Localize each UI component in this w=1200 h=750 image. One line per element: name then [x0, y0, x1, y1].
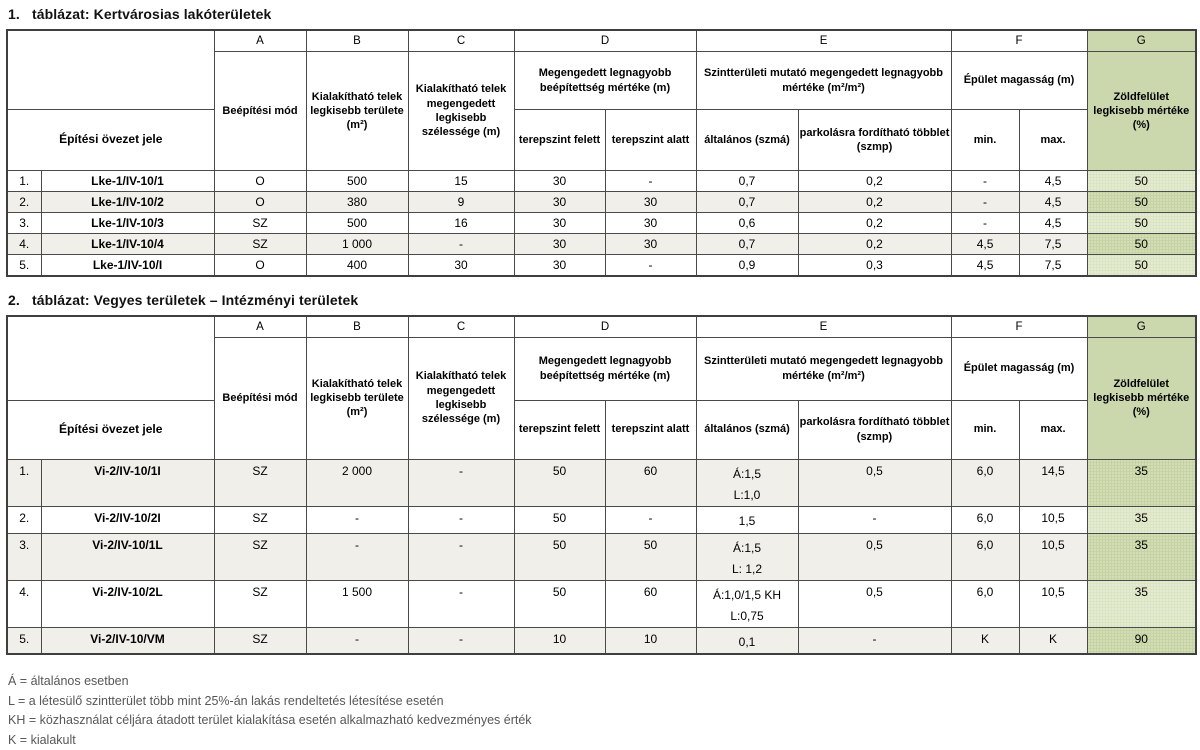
- zone-name: Vi-2/IV-10/1I: [41, 459, 214, 506]
- zone-name: Vi-2/IV-10/1L: [41, 533, 214, 580]
- cell-terepszint-felett: 50: [514, 506, 605, 533]
- cell-zoldfelulet: 50: [1087, 171, 1196, 192]
- zone-name: Lke-1/IV-10/4: [41, 234, 214, 255]
- cell-zoldfelulet: 35: [1087, 459, 1196, 506]
- cell-beepitesi-mod: O: [214, 171, 306, 192]
- cell-magassag-min: -: [951, 171, 1019, 192]
- cell-zoldfelulet: 50: [1087, 255, 1196, 276]
- szma-line1: 1,5: [697, 511, 798, 532]
- cell-szma: [696, 459, 798, 506]
- row-number: 1.: [7, 459, 41, 506]
- subheader-szmp: parkolásra fordítható többlet (szmp): [798, 110, 951, 171]
- row-number: 5.: [7, 627, 41, 654]
- cell-telek-szelesseg: -: [408, 234, 514, 255]
- cell-beepitesi-mod: SZ: [214, 213, 306, 234]
- cell-telek-terulet: 1 000: [306, 234, 408, 255]
- cell-terepszint-alatt: -: [605, 255, 696, 276]
- col-letter-f: F: [951, 316, 1087, 338]
- cell-szmp: 0,2: [798, 171, 951, 192]
- cell-magassag-max: K: [1019, 627, 1087, 654]
- cell-magassag-max: 10,5: [1019, 580, 1087, 627]
- zone-code-cell: Vi: [7, 316, 214, 401]
- cell-magassag-max: 4,5: [1019, 171, 1087, 192]
- cell-szmp: 0,2: [798, 234, 951, 255]
- cell-terepszint-felett: 50: [514, 533, 605, 580]
- cell-terepszint-alatt: 30: [605, 234, 696, 255]
- zoning-table-vi: [6, 315, 1197, 656]
- header-ovezet-jele: Építési övezet jele: [7, 400, 214, 459]
- cell-zoldfelulet: 35: [1087, 580, 1196, 627]
- cell-zoldfelulet: 35: [1087, 506, 1196, 533]
- col-letter-d: D: [514, 316, 696, 338]
- zone-name: Vi-2/IV-10/2I: [41, 506, 214, 533]
- cell-terepszint-alatt: -: [605, 506, 696, 533]
- table-1-title-number: 1.: [8, 6, 32, 22]
- col-letter-b: B: [306, 316, 408, 338]
- table-row: [7, 171, 1196, 192]
- cell-beepitesi-mod: SZ: [214, 580, 306, 627]
- cell-telek-szelesseg: -: [408, 533, 514, 580]
- col-letter-a: A: [214, 316, 306, 338]
- cell-szmp: 0,2: [798, 213, 951, 234]
- cell-terepszint-felett: 30: [514, 192, 605, 213]
- szma-line1: Á:1,0/1,5 KH: [697, 585, 798, 606]
- header-telek-szelesseg: Kialakítható telek megengedett legkisebb szélessége (m): [408, 337, 514, 459]
- cell-zoldfelulet: 50: [1087, 213, 1196, 234]
- zoning-table-lke: [6, 29, 1197, 277]
- cell-szma: [696, 506, 798, 533]
- cell-magassag-max: 4,5: [1019, 213, 1087, 234]
- cell-terepszint-alatt: 60: [605, 580, 696, 627]
- header-zoldfelulet: Zöldfelület legkisebb mértéke (%): [1087, 52, 1196, 171]
- cell-terepszint-alatt: 50: [605, 533, 696, 580]
- subheader-terepszint-alatt: terepszint alatt: [605, 400, 696, 459]
- cell-szma: [696, 192, 798, 213]
- zone-name: Lke-1/IV-10/2: [41, 192, 214, 213]
- header-zoldfelulet: Zöldfelület legkisebb mértéke (%): [1087, 337, 1196, 459]
- col-letter-e: E: [696, 316, 951, 338]
- sub-header-row: [7, 400, 1196, 459]
- szma-line2: L:1,0: [697, 485, 798, 506]
- subheader-min: min.: [951, 110, 1019, 171]
- table-row: [7, 533, 1196, 580]
- col-letter-a: A: [214, 30, 306, 52]
- table-block-vi: [6, 292, 1200, 656]
- header-epulet-magassag: Épület magasság (m): [951, 337, 1087, 400]
- cell-telek-szelesseg: 16: [408, 213, 514, 234]
- row-number: 3.: [7, 533, 41, 580]
- cell-szmp: -: [798, 627, 951, 654]
- footnote-kh: KH = közhasználat céljára átadott terület kialakítása esetén alkalmazható kedvezményes érték: [8, 711, 1200, 731]
- szma-line1: 0,7: [697, 195, 798, 209]
- cell-terepszint-alatt: 60: [605, 459, 696, 506]
- cell-telek-szelesseg: -: [408, 506, 514, 533]
- row-number: 1.: [7, 171, 41, 192]
- cell-beepitesi-mod: SZ: [214, 234, 306, 255]
- cell-szmp: 0,5: [798, 580, 951, 627]
- header-szintteruleti-mutato: Szintterületi mutató megengedett legnagyobb mértéke (m²/m²): [696, 52, 951, 110]
- cell-beepitesi-mod: O: [214, 192, 306, 213]
- header-telek-terulet: Kialakítható telek legkisebb területe (m²): [306, 52, 408, 171]
- szma-line1: 0,1: [697, 632, 798, 653]
- column-letter-row: [7, 30, 1196, 52]
- subheader-terepszint-felett: terepszint felett: [514, 400, 605, 459]
- table-row: [7, 627, 1196, 654]
- subheader-terepszint-alatt: terepszint alatt: [605, 110, 696, 171]
- cell-zoldfelulet: 50: [1087, 192, 1196, 213]
- cell-beepitesi-mod: SZ: [214, 459, 306, 506]
- cell-szma: [696, 255, 798, 276]
- szma-line1: 0,9: [697, 258, 798, 272]
- table-row: [7, 506, 1196, 533]
- subheader-szmp: parkolásra fordítható többlet (szmp): [798, 400, 951, 459]
- header-telek-szelesseg: Kialakítható telek megengedett legkisebb szélessége (m): [408, 52, 514, 171]
- zone-name: Lke-1/IV-10/1: [41, 171, 214, 192]
- sub-header-row: [7, 110, 1196, 171]
- table-1-title-text: táblázat: Kertvárosias lakóterületek: [32, 6, 271, 22]
- cell-beepitesi-mod: SZ: [214, 627, 306, 654]
- cell-szmp: 0,5: [798, 533, 951, 580]
- table-2-title-number: 2.: [8, 292, 32, 308]
- zone-name: Vi-2/IV-10/2L: [41, 580, 214, 627]
- cell-terepszint-alatt: 30: [605, 213, 696, 234]
- cell-zoldfelulet: 35: [1087, 533, 1196, 580]
- footnote-a: Á = általános esetben: [8, 672, 1200, 692]
- cell-telek-szelesseg: 30: [408, 255, 514, 276]
- cell-magassag-max: 14,5: [1019, 459, 1087, 506]
- cell-szmp: 0,5: [798, 459, 951, 506]
- cell-terepszint-felett: 30: [514, 213, 605, 234]
- cell-telek-terulet: -: [306, 533, 408, 580]
- header-telek-terulet: Kialakítható telek legkisebb területe (m²): [306, 337, 408, 459]
- header-beepitesi-mod: Beépítési mód: [214, 337, 306, 459]
- cell-telek-szelesseg: -: [408, 627, 514, 654]
- table-block-lke: [6, 6, 1200, 277]
- cell-telek-terulet: -: [306, 506, 408, 533]
- cell-szmp: 0,2: [798, 192, 951, 213]
- row-number: 5.: [7, 255, 41, 276]
- szma-line1: 0,7: [697, 237, 798, 251]
- col-letter-c: C: [408, 30, 514, 52]
- header-beepitettseg: Megengedett legnagyobb beépítettség mértéke (m): [514, 52, 696, 110]
- subheader-terepszint-felett: terepszint felett: [514, 110, 605, 171]
- cell-szma: [696, 234, 798, 255]
- cell-magassag-min: -: [951, 213, 1019, 234]
- cell-terepszint-felett: 30: [514, 255, 605, 276]
- cell-szma: [696, 213, 798, 234]
- subheader-szma: általános (szmá): [696, 400, 798, 459]
- column-letter-row: [7, 316, 1196, 338]
- row-number: 2.: [7, 506, 41, 533]
- row-number: 3.: [7, 213, 41, 234]
- subheader-max: max.: [1019, 110, 1087, 171]
- cell-szma: [696, 627, 798, 654]
- szma-line1: 0,7: [697, 174, 798, 188]
- cell-terepszint-felett: 50: [514, 459, 605, 506]
- cell-telek-terulet: 500: [306, 213, 408, 234]
- cell-beepitesi-mod: SZ: [214, 506, 306, 533]
- table-row: [7, 192, 1196, 213]
- table-1-title: [8, 6, 1200, 22]
- cell-szmp: -: [798, 506, 951, 533]
- table-row: [7, 459, 1196, 506]
- zone-name: Vi-2/IV-10/VM: [41, 627, 214, 654]
- footnote-l: L = a létesülő szintterület több mint 25%-án lakás rendeltetés létesítése esetén: [8, 692, 1200, 712]
- subheader-min: min.: [951, 400, 1019, 459]
- cell-telek-terulet: 380: [306, 192, 408, 213]
- table-1-body: [7, 171, 1196, 276]
- cell-szma: [696, 533, 798, 580]
- szma-line1: Á:1,5: [697, 464, 798, 485]
- col-letter-f: F: [951, 30, 1087, 52]
- cell-magassag-max: 7,5: [1019, 234, 1087, 255]
- cell-telek-terulet: 400: [306, 255, 408, 276]
- cell-magassag-min: 4,5: [951, 255, 1019, 276]
- table-2-title-text: táblázat: Vegyes területek – Intézményi területek: [32, 292, 358, 308]
- table-row: [7, 255, 1196, 276]
- cell-magassag-max: 10,5: [1019, 533, 1087, 580]
- col-letter-e: E: [696, 30, 951, 52]
- cell-zoldfelulet: 90: [1087, 627, 1196, 654]
- cell-beepitesi-mod: SZ: [214, 533, 306, 580]
- cell-magassag-min: K: [951, 627, 1019, 654]
- table-row: [7, 234, 1196, 255]
- col-letter-g: G: [1087, 316, 1196, 338]
- szma-line1: 0,6: [697, 216, 798, 230]
- cell-magassag-max: 10,5: [1019, 506, 1087, 533]
- legend-footnotes: [8, 672, 1200, 750]
- col-letter-d: D: [514, 30, 696, 52]
- cell-magassag-min: 6,0: [951, 533, 1019, 580]
- row-number: 4.: [7, 580, 41, 627]
- col-letter-c: C: [408, 316, 514, 338]
- cell-terepszint-felett: 50: [514, 580, 605, 627]
- cell-magassag-max: 7,5: [1019, 255, 1087, 276]
- table-2-title: [8, 292, 1200, 308]
- cell-szma: [696, 580, 798, 627]
- cell-magassag-min: -: [951, 192, 1019, 213]
- cell-terepszint-felett: 30: [514, 234, 605, 255]
- cell-terepszint-felett: 10: [514, 627, 605, 654]
- szma-line2: L:0,75: [697, 606, 798, 627]
- zone-name: Lke-1/IV-10/I: [41, 255, 214, 276]
- cell-telek-szelesseg: 9: [408, 192, 514, 213]
- szma-line2: L: 1,2: [697, 559, 798, 580]
- cell-terepszint-alatt: 30: [605, 192, 696, 213]
- footnote-k: K = kialakult: [8, 731, 1200, 750]
- cell-telek-terulet: -: [306, 627, 408, 654]
- header-szintteruleti-mutato: Szintterületi mutató megengedett legnagyobb mértéke (m²/m²): [696, 337, 951, 400]
- table-2-body: [7, 459, 1196, 654]
- col-letter-g: G: [1087, 30, 1196, 52]
- cell-telek-szelesseg: -: [408, 580, 514, 627]
- cell-zoldfelulet: 50: [1087, 234, 1196, 255]
- cell-szmp: 0,3: [798, 255, 951, 276]
- zone-name: Lke-1/IV-10/3: [41, 213, 214, 234]
- row-number: 4.: [7, 234, 41, 255]
- cell-magassag-max: 4,5: [1019, 192, 1087, 213]
- cell-magassag-min: 4,5: [951, 234, 1019, 255]
- table-row: [7, 580, 1196, 627]
- header-beepitesi-mod: Beépítési mód: [214, 52, 306, 171]
- cell-telek-terulet: 2 000: [306, 459, 408, 506]
- cell-telek-terulet: 1 500: [306, 580, 408, 627]
- cell-telek-terulet: 500: [306, 171, 408, 192]
- header-beepitettseg: Megengedett legnagyobb beépítettség mértéke (m): [514, 337, 696, 400]
- cell-terepszint-alatt: 10: [605, 627, 696, 654]
- subheader-szma: általános (szmá): [696, 110, 798, 171]
- col-letter-b: B: [306, 30, 408, 52]
- header-ovezet-jele: Építési övezet jele: [7, 110, 214, 171]
- table-row: [7, 213, 1196, 234]
- szma-line1: Á:1,5: [697, 538, 798, 559]
- cell-magassag-min: 6,0: [951, 580, 1019, 627]
- cell-telek-szelesseg: -: [408, 459, 514, 506]
- cell-terepszint-felett: 30: [514, 171, 605, 192]
- cell-telek-szelesseg: 15: [408, 171, 514, 192]
- zone-code-cell: Lke: [7, 30, 214, 110]
- cell-terepszint-alatt: -: [605, 171, 696, 192]
- subheader-max: max.: [1019, 400, 1087, 459]
- cell-magassag-min: 6,0: [951, 459, 1019, 506]
- cell-szma: [696, 171, 798, 192]
- cell-magassag-min: 6,0: [951, 506, 1019, 533]
- header-epulet-magassag: Épület magasság (m): [951, 52, 1087, 110]
- row-number: 2.: [7, 192, 41, 213]
- cell-beepitesi-mod: O: [214, 255, 306, 276]
